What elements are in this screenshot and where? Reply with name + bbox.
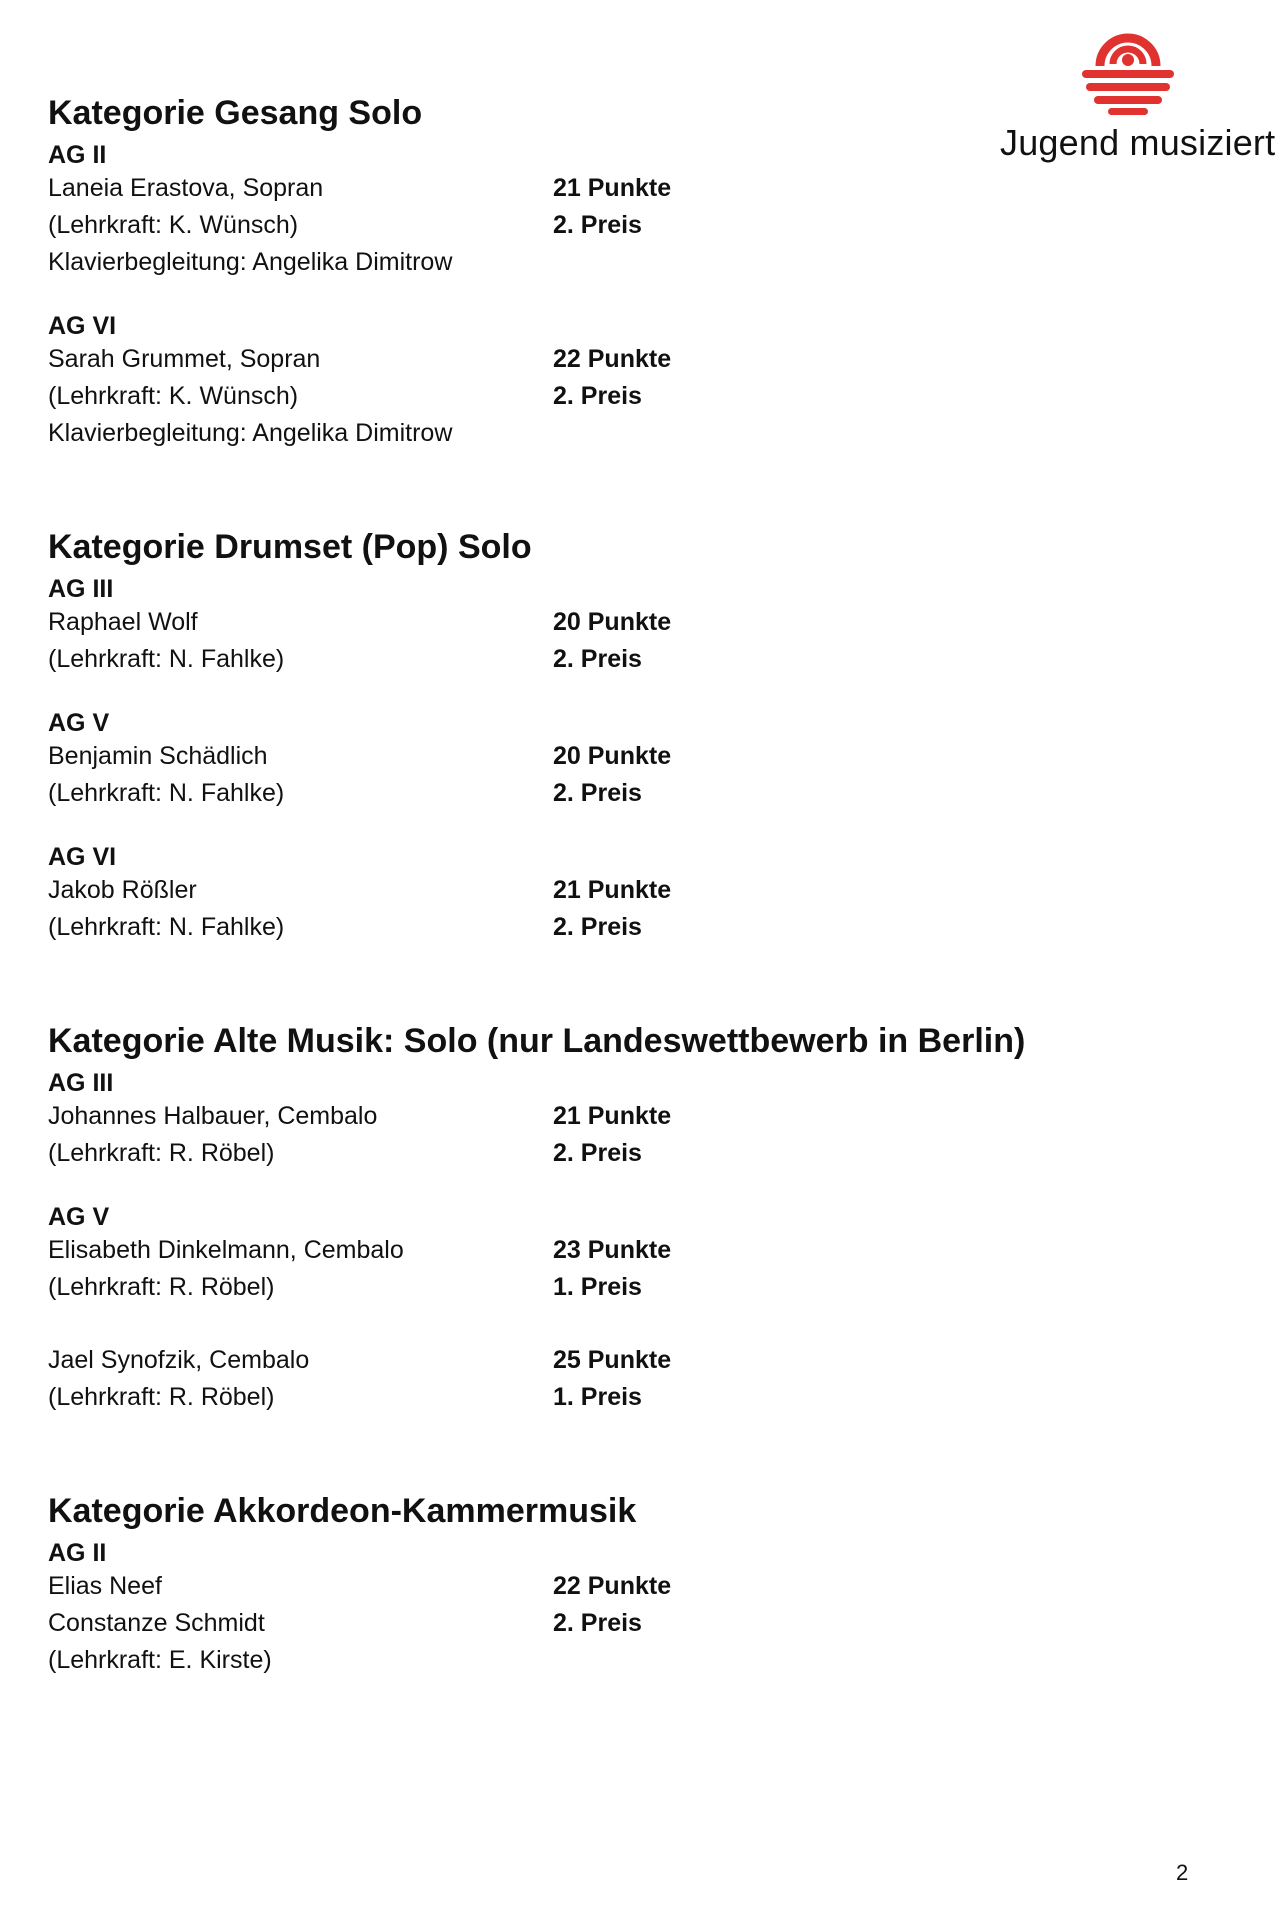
points: 22 Punkte (553, 345, 672, 373)
result (553, 1098, 853, 1172)
participant-info: Klavierbegleitung: Angelika Dimitrow (48, 419, 453, 447)
age-group-label: AG VI (48, 843, 117, 871)
participant-name: Raphael Wolf (48, 608, 198, 636)
age-group-label: AG V (48, 709, 110, 737)
points: 23 Punkte (553, 1236, 672, 1264)
participant-info: (Lehrkraft: N. Fahlke) (48, 913, 285, 941)
participant-entry (48, 1232, 1148, 1306)
prize: 2. Preis (553, 779, 642, 807)
result (553, 738, 853, 812)
logo-text: Jugend musiziert (1000, 122, 1276, 163)
prize: 1. Preis (553, 1273, 642, 1301)
participant-info: (Lehrkraft: K. Wünsch) (48, 211, 299, 239)
prize: 2. Preis (553, 1609, 642, 1637)
category-title: Kategorie Drumset (Pop) Solo (48, 528, 532, 566)
points: 20 Punkte (553, 608, 672, 636)
participant-name: Jael Synofzik, Cembalo (48, 1346, 310, 1374)
age-group (48, 311, 1148, 452)
points: 25 Punkte (553, 1346, 672, 1374)
prize: 2. Preis (553, 382, 642, 410)
participant-details (48, 341, 553, 452)
participant-details (48, 1098, 553, 1172)
participant-details (48, 872, 553, 946)
participant-name: Sarah Grummet, Sopran (48, 345, 321, 373)
participant-name: Elias Neef (48, 1572, 162, 1600)
age-group (48, 574, 1148, 678)
participant-name: Johannes Halbauer, Cembalo (48, 1102, 378, 1130)
participant-details (48, 170, 553, 281)
category-title: Kategorie Akkordeon-Kammermusik (48, 1492, 637, 1530)
participant-info: (Lehrkraft: R. Röbel) (48, 1273, 275, 1301)
participant-details (48, 738, 553, 812)
participant-details (48, 1568, 553, 1679)
participant-details (48, 1342, 553, 1416)
participant-entry (48, 170, 1148, 281)
participant-entry (48, 1342, 1148, 1416)
points: 21 Punkte (553, 174, 672, 202)
participant-info: (Lehrkraft: K. Wünsch) (48, 382, 299, 410)
participant-entry (48, 1098, 1148, 1172)
result (553, 872, 853, 946)
participant-name: Jakob Rößler (48, 876, 197, 904)
points: 20 Punkte (553, 742, 672, 770)
prize: 2. Preis (553, 645, 642, 673)
age-group-label: AG II (48, 141, 107, 169)
participant-details (48, 1232, 553, 1306)
age-group (48, 1538, 1148, 1679)
age-group-label: AG III (48, 575, 114, 603)
age-group-label: AG V (48, 1203, 110, 1231)
points: 21 Punkte (553, 1102, 672, 1130)
age-group (48, 1202, 1148, 1416)
age-group-label: AG III (48, 1069, 114, 1097)
result (553, 1232, 853, 1306)
participant-info: (Lehrkraft: N. Fahlke) (48, 645, 285, 673)
prize: 1. Preis (553, 1383, 642, 1411)
result (553, 604, 853, 678)
result (553, 341, 853, 452)
participant-entry (48, 341, 1148, 452)
participant-details (48, 604, 553, 678)
result (553, 1342, 853, 1416)
age-group (48, 708, 1148, 812)
age-group (48, 140, 1148, 281)
participant-info: (Lehrkraft: R. Röbel) (48, 1139, 275, 1167)
participant-entry (48, 738, 1148, 812)
participant-entry (48, 604, 1148, 678)
results-list (48, 88, 1148, 1749)
points: 21 Punkte (553, 876, 672, 904)
participant-name: Laneia Erastova, Sopran (48, 174, 324, 202)
participant-name: Elisabeth Dinkelmann, Cembalo (48, 1236, 404, 1264)
participant-info: (Lehrkraft: E. Kirste) (48, 1646, 272, 1674)
prize: 2. Preis (553, 1139, 642, 1167)
age-group (48, 842, 1148, 946)
result (553, 1568, 853, 1679)
participant-info: Klavierbegleitung: Angelika Dimitrow (48, 248, 453, 276)
category-section (48, 522, 1148, 946)
category-title: Kategorie Alte Musik: Solo (nur Landeswettbewerb in Berlin) (48, 1022, 1026, 1060)
result (553, 170, 853, 281)
prize: 2. Preis (553, 211, 642, 239)
category-title: Kategorie Gesang Solo (48, 94, 423, 132)
participant-info: Constanze Schmidt (48, 1609, 265, 1637)
points: 22 Punkte (553, 1572, 672, 1600)
participant-entry (48, 872, 1148, 946)
age-group-label: AG II (48, 1539, 107, 1567)
category-section (48, 88, 1148, 452)
participant-entry (48, 1568, 1148, 1679)
age-group (48, 1068, 1148, 1172)
page-number: 2 (1176, 1860, 1189, 1885)
participant-name: Benjamin Schädlich (48, 742, 268, 770)
participant-info: (Lehrkraft: R. Röbel) (48, 1383, 275, 1411)
category-section (48, 1016, 1148, 1416)
prize: 2. Preis (553, 913, 642, 941)
category-section (48, 1486, 1148, 1679)
participant-info: (Lehrkraft: N. Fahlke) (48, 779, 285, 807)
age-group-label: AG VI (48, 312, 117, 340)
